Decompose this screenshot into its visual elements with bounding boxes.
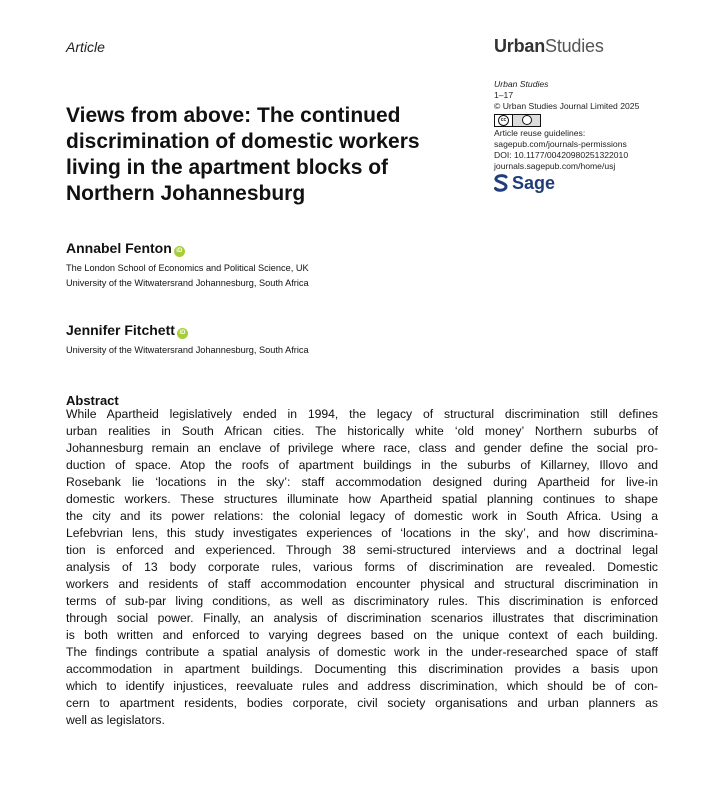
abstract-heading: Abstract	[66, 393, 119, 408]
author-name-text: Jennifer Fitchett	[66, 322, 175, 338]
journal-home-link[interactable]: journals.sagepub.com/home/usj	[494, 161, 616, 172]
abstract-line: Lefebvrian lens, this study investigates experiences of ‘locations in the sky’, and how discrimina-	[66, 526, 658, 540]
author-name-text: Annabel Fenton	[66, 240, 172, 256]
affiliation: The London School of Economics and Political Science, UK	[66, 263, 309, 273]
attribution-icon	[522, 115, 532, 125]
doi[interactable]: DOI: 10.1177/00420980251322010	[494, 150, 629, 161]
sage-s-icon	[494, 174, 508, 192]
cc-license-icon[interactable]	[494, 114, 541, 127]
orcid-icon[interactable]: iD	[177, 328, 188, 339]
article-title	[66, 103, 476, 207]
abstract-line: duction of space. Atop the roofs of apartment buildings in the suburbs of Killarney, Illovo and	[66, 458, 658, 472]
title-line: Northern Johannesburg	[66, 182, 306, 205]
abstract-line: Rosebank lie ‘locations in the sky’: staff accommodation designed during Apartheid for live-in	[66, 475, 658, 489]
abstract-line: well as legislators.	[66, 713, 165, 727]
article-type-label: Article	[66, 39, 105, 55]
cc-badge-label: cc	[498, 115, 509, 126]
abstract-line: workers and residents of staff accommodation encounter physical and structural discrimination in	[66, 577, 658, 591]
reuse-guidelines-label: Article reuse guidelines:	[494, 127, 586, 138]
publisher-name: Sage	[512, 172, 556, 193]
abstract-line: analysis of 13 body corporate rules, various forms of discrimination are revealed. Domestic	[66, 560, 658, 574]
abstract-line: accommodation in apartment buildings. Documenting this discrimination provides a basis upon	[66, 662, 658, 676]
abstract-line: terms of sub-par living conditions, as well as discriminatory rules. This discrimination is enforced	[66, 594, 658, 608]
abstract-line: tion is enforced and experienced. Through 38 semi-structured interviews and a doctrinal legal	[66, 543, 658, 557]
journal-logo-bold: Urban	[494, 36, 546, 56]
abstract-line: which to identify injustices, reevaluate rules and address discrimination, which should be of con-	[66, 679, 658, 693]
author-affiliations	[66, 261, 309, 291]
title-line: Views from above: The continued	[66, 104, 401, 127]
abstract-line: through social power. Finally, an analysis of discrimination scenarios illustrates that discrimination	[66, 611, 658, 625]
author-name	[66, 322, 188, 339]
abstract-body	[66, 406, 658, 729]
page-range: 1–17	[494, 90, 514, 101]
journal-logo-light: Studies	[545, 36, 604, 56]
abstract-line: Johannesburg remain an enclave of privilege where race, class and gender define the social pro-	[66, 441, 658, 455]
title-line: living in the apartment blocks of	[66, 156, 389, 179]
abstract-line: The findings contribute a spatial analysis of domestic work in the under-researched space of staff	[66, 645, 658, 659]
affiliation: University of the Witwatersrand Johannesburg, South Africa	[66, 345, 309, 355]
orcid-icon[interactable]: iD	[174, 246, 185, 257]
abstract-line: is both written and enforced to varying degrees based on the unique context of each building.	[66, 628, 658, 642]
journal-logo	[494, 36, 604, 57]
copyright-notice: © Urban Studies Journal Limited 2025	[494, 101, 640, 112]
author-name	[66, 240, 185, 257]
abstract-line: cern to apartment residents, bodies corporate, civil society organisations and urban planners as	[66, 696, 658, 710]
abstract-line: the city and its power relations: the colonial legacy of domestic work in South Africa. Using a	[66, 509, 658, 523]
title-line: discrimination of domestic workers	[66, 130, 420, 153]
journal-name: Urban Studies	[494, 79, 549, 89]
affiliation: University of the Witwatersrand Johannesburg, South Africa	[66, 278, 309, 288]
abstract-line: While Apartheid legislatively ended in 1994, the legacy of structural discrimination still defines	[66, 407, 658, 421]
publisher-logo	[494, 174, 694, 192]
reuse-guidelines-link[interactable]: sagepub.com/journals-permissions	[494, 138, 627, 149]
journal-metadata	[494, 79, 694, 192]
abstract-line: domestic workers. These structures illuminate how Apartheid spatial planning continues to shape	[66, 492, 658, 506]
author-affiliations	[66, 343, 309, 358]
abstract-line: urban realities in South African cities. The historically white ‘old money’ Northern suburbs of	[66, 424, 658, 438]
